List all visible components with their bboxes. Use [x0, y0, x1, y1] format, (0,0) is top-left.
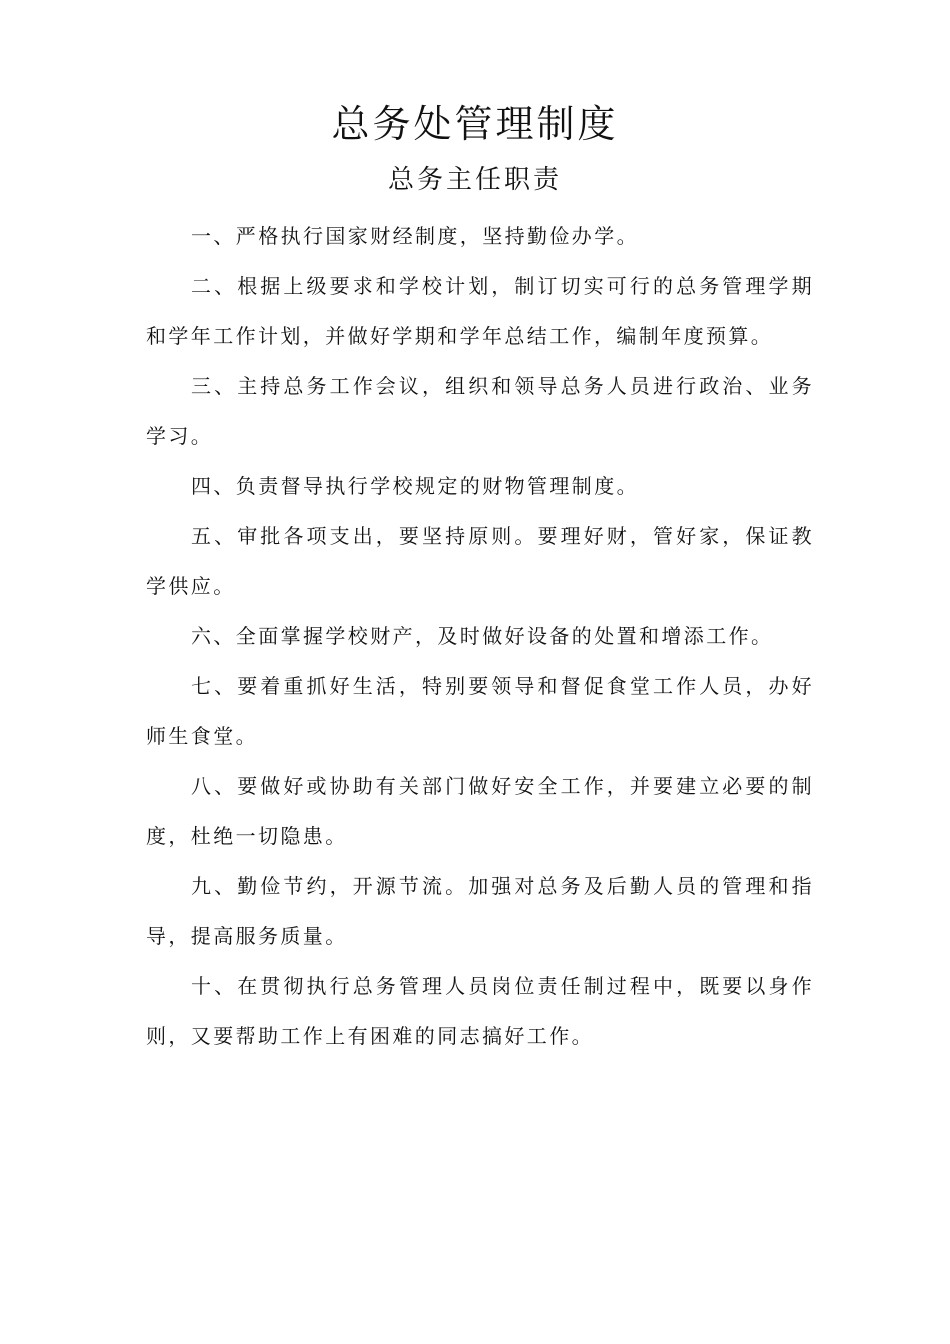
paragraph-10: 十、在贯彻执行总务管理人员岗位责任制过程中，既要以身作则，又要帮助工作上有困难的同志搞好工作。 — [146, 974, 814, 1048]
paragraph-1: 一、严格执行国家财经制度，坚持勤俭办学。 — [191, 224, 639, 248]
paragraph-3: 三、主持总务工作会议，组织和领导总务人员进行政治、业务学习。 — [146, 374, 814, 448]
document-title: 总务处管理制度 — [331, 102, 619, 146]
paragraph-7: 七、要着重抓好生活，特别要领导和督促食堂工作人员，办好师生食堂。 — [146, 674, 814, 748]
paragraph-2: 二、根据上级要求和学校计划，制订切实可行的总务管理学期和学年工作计划，并做好学期和学年总结工作，编制年度预算。 — [146, 274, 814, 348]
document-body — [146, 211, 814, 1061]
document-subtitle: 总务主任职责 — [387, 165, 562, 195]
paragraph-4: 四、负责督导执行学校规定的财物管理制度。 — [191, 474, 639, 498]
paragraph-6: 六、全面掌握学校财产，及时做好设备的处置和增添工作。 — [191, 624, 774, 648]
paragraph-9: 九、勤俭节约，开源节流。加强对总务及后勤人员的管理和指导，提高服务质量。 — [146, 874, 814, 948]
paragraph-8: 八、要做好或协助有关部门做好安全工作，并要建立必要的制度，杜绝一切隐患。 — [146, 774, 814, 848]
paragraph-5: 五、审批各项支出，要坚持原则。要理好财，管好家，保证教学供应。 — [146, 524, 814, 598]
